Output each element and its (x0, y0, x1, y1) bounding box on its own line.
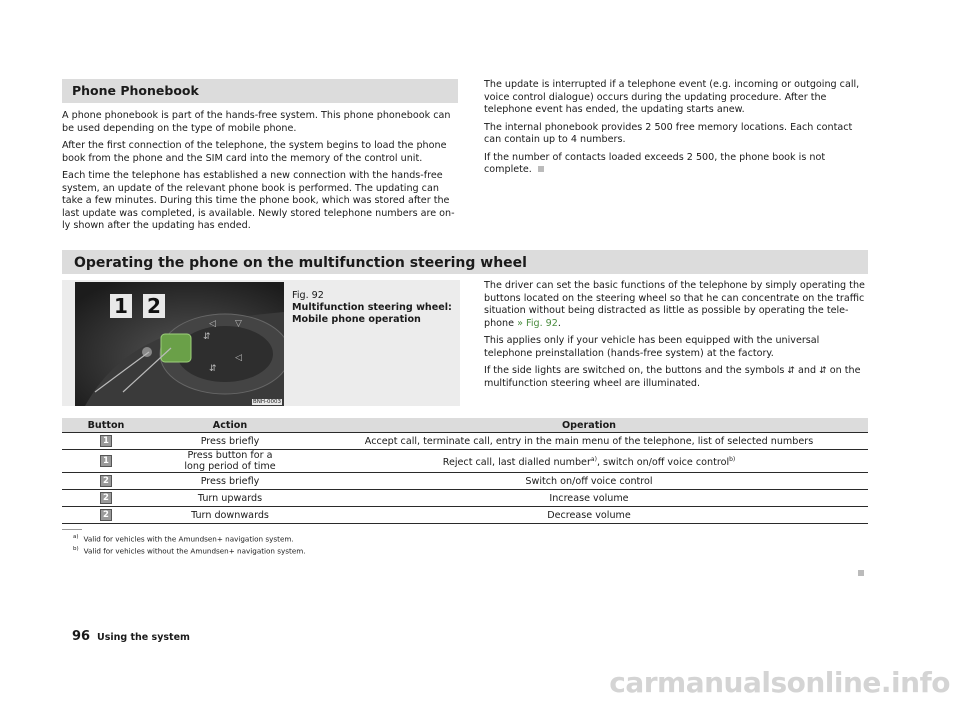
paragraph-text: If the number of contacts loaded exceeds 2 500, the phone book is not complete. (484, 151, 826, 175)
svg-text:◁: ◁ (235, 353, 242, 363)
column-header: Action (150, 418, 310, 433)
table-cell: Turn upwards (150, 490, 310, 507)
table-cell: Press briefly (150, 433, 310, 450)
paragraph: After the first connection of the telephone, the system begins to load the phone book from the phone and the SIM card into the memory of the control unit. (62, 140, 447, 164)
figure-caption (292, 290, 452, 326)
figure-caption-line: Mobile phone operation (292, 314, 421, 325)
svg-text:▽: ▽ (235, 319, 242, 329)
paragraph (484, 152, 868, 177)
footnote-mark: a) (73, 534, 79, 540)
paragraph-text: If the side lights are switched on, the buttons and the symbols (484, 365, 788, 376)
button-key-badge: 2 (100, 475, 112, 487)
image-code: BNH-0003 (252, 399, 281, 405)
footnote-text: Valid for vehicles without the Amundsen+ navigation system. (83, 546, 306, 556)
volume-up-symbol-icon: ⇵ (787, 366, 795, 376)
button-key-badge: 1 (100, 455, 112, 467)
page-number: 96 (72, 629, 91, 644)
cell-text: Reject call, last dialled number (442, 457, 591, 469)
paragraph: A phone phonebook is part of the hands-free system. This phone phonebook can be used depending on the type of mobile phone. (62, 110, 451, 134)
callout-label-1: 1 (110, 294, 132, 318)
svg-text:⇵: ⇵ (209, 364, 217, 374)
paragraph: The internal phonebook provides 2 500 free memory locations. Each contact can contain up to 4 numbers. (484, 121, 853, 145)
operating-heading: Operating the phone on the multifunction steering wheel (62, 250, 868, 274)
footnote-text: Valid for vehicles with the Amundsen+ navigation system. (83, 534, 294, 544)
figure-caption-line: Multifunction steering wheel: (292, 302, 452, 313)
phonebook-left-column (62, 110, 458, 238)
footnote-ref: b) (729, 455, 736, 463)
phonebook-heading: Phone Phonebook (62, 79, 458, 103)
paragraph (484, 365, 868, 390)
table-cell: Press briefly (150, 473, 310, 490)
paragraph: The update is interrupted if a telephone event (e.g. incoming or outgoing call, voice control dialogue) occurs during the updating procedure. After the telephone event has ended, the updating starts anew. (484, 79, 860, 115)
table-cell: Decrease volume (310, 507, 868, 524)
footnote (73, 532, 306, 544)
table-row (62, 433, 868, 450)
column-header: Button (62, 418, 150, 433)
figure-link[interactable]: » Fig. 92 (517, 317, 558, 329)
section-end-marker (858, 570, 864, 576)
table-cell (310, 450, 868, 473)
paragraph-text: The driver can set the basic functions of the telephone by simply operating the buttons located on the steering wheel so that he can concentrate on the traffic situation without being distracted as little as possible by operating the tele-phone (484, 280, 865, 329)
footnote (73, 544, 306, 556)
footer-section-title: Using the system (97, 632, 190, 643)
section-end-marker (538, 166, 544, 172)
column-header: Operation (310, 418, 868, 433)
table-row (62, 490, 868, 507)
table-cell: Increase volume (310, 490, 868, 507)
footnote-divider (62, 529, 82, 530)
footnote-mark: b) (73, 546, 79, 553)
button-key-badge: 2 (100, 509, 112, 521)
table-row (62, 473, 868, 490)
svg-text:⇵: ⇵ (203, 332, 211, 342)
table-row (62, 507, 868, 524)
operations-table (62, 418, 868, 524)
volume-down-symbol-icon: ⇵ (819, 366, 827, 376)
operating-text-column (484, 280, 868, 395)
table-cell: Accept call, terminate call, entry in the main menu of the telephone, list of selected numbers (310, 433, 868, 450)
button-key-badge: 2 (100, 492, 112, 504)
svg-text:◁: ◁ (209, 319, 216, 329)
watermark: carmanualsonline.info (609, 666, 950, 699)
paragraph: Each time the telephone has established a new connection with the hands-free system, an update of the relevant phone book is performed. The updating can take a few minutes. During this time the phone book, which was stored after the last update was completed, is available. Newly stored telephone numbers are on-ly shown after the updating has ended. (62, 170, 455, 231)
table-row (62, 450, 868, 473)
table-cell: Press button for a long period of time (150, 450, 310, 473)
paragraph-text: on the multifunction steering wheel are illuminated. (484, 365, 861, 389)
footnote-ref: a) (590, 455, 597, 463)
paragraph-text: . (557, 317, 561, 329)
paragraph (484, 280, 868, 330)
phonebook-right-column (484, 79, 868, 182)
steering-wheel-photo (75, 282, 284, 406)
table-header-row (62, 418, 868, 433)
paragraph: This applies only if your vehicle has been equipped with the universal telephone preinstallation (hands-free system) at the factory. (484, 335, 820, 359)
cell-text: , switch on/off voice control (596, 457, 730, 469)
paragraph-text: and (794, 365, 820, 376)
button-key-badge: 1 (100, 435, 112, 447)
callout-label-2: 2 (143, 294, 165, 318)
steering-wheel-illustration (75, 282, 284, 406)
table-cell: Turn downwards (150, 507, 310, 524)
table-cell: Switch on/off voice control (310, 473, 868, 490)
footnotes (73, 532, 306, 557)
figure-number: Fig. 92 (292, 290, 324, 301)
